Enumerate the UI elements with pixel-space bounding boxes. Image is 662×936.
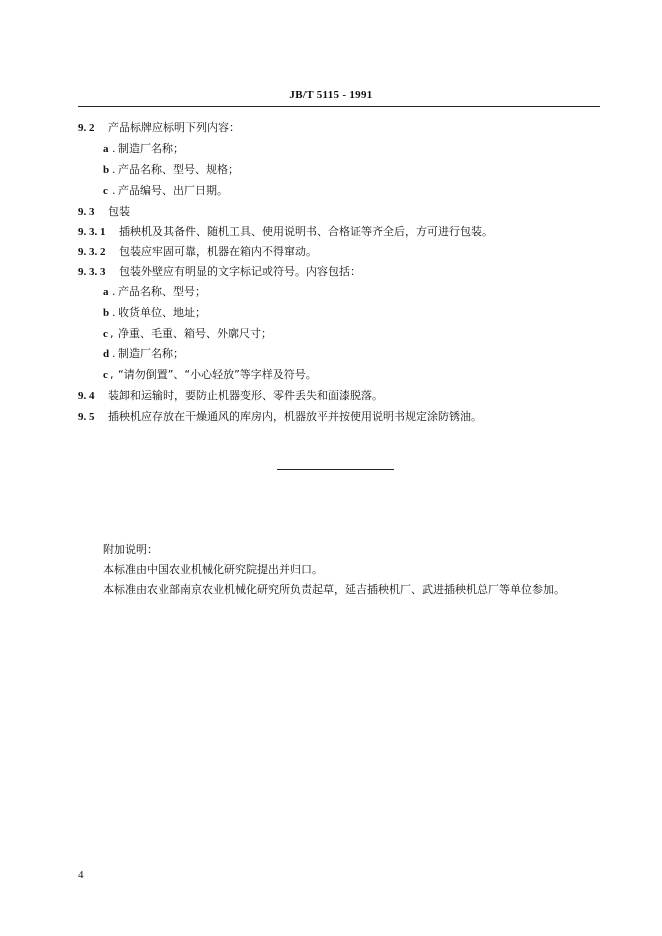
list-text: 净重、毛重、箱号、外廓尺寸； xyxy=(118,327,272,340)
page-number: 4 xyxy=(78,869,84,881)
section-text: 插秧机及其备件、随机工具、使用说明书、合格证等齐全后，方可进行包装。 xyxy=(119,225,493,238)
section-number: 9. 3. 1 xyxy=(78,226,106,238)
list-text: “请勿倒置”、“小心轻放”等字样及符号。 xyxy=(118,368,317,381)
list-letter: c xyxy=(103,185,108,197)
appendix-line: 本标准由中国农业机械化研究院提出并归口。 xyxy=(103,563,323,576)
section-number: 9. 4 xyxy=(78,390,95,402)
list-text: 收货单位、地址； xyxy=(118,306,206,319)
list-letter: a xyxy=(103,143,109,155)
section-text: 插秧机应存放在干燥通风的库房内，机器放平并按使用说明书规定涂防锈油。 xyxy=(108,410,482,423)
section-text: 包装外壁应有明显的文字标记或符号。内容包括： xyxy=(119,265,361,278)
list-letter: a xyxy=(103,286,109,298)
list-text: 制造厂名称； xyxy=(118,347,184,360)
end-of-text-rule xyxy=(277,469,394,470)
list-text: 产品编号、出厂日期。 xyxy=(118,184,228,197)
section-number: 9. 5 xyxy=(78,411,95,423)
section-number: 9. 3. 2 xyxy=(78,246,106,258)
section-number: 9. 3. 3 xyxy=(78,266,106,278)
list-letter: b xyxy=(103,164,110,176)
list-text: 产品名称、型号、规格； xyxy=(118,163,239,176)
section-text: 装卸和运输时，要防止机器变形、零件丢失和面漆脱落。 xyxy=(108,389,383,402)
document-header: JB/T 5115 - 1991 xyxy=(289,89,373,101)
section-text: 产品标牌应标明下列内容： xyxy=(108,121,240,134)
section-number: 9. 3 xyxy=(78,206,95,218)
list-letter: c xyxy=(103,328,108,340)
list-letter: b xyxy=(103,307,110,319)
header-rule xyxy=(78,106,600,107)
list-letter: d xyxy=(103,348,110,360)
list-letter: c xyxy=(103,369,108,381)
appendix-title: 附加说明： xyxy=(103,543,158,556)
appendix-line: 本标准由农业部南京农业机械化研究所负责起草，延吉插秧机厂、武进插秧机总厂等单位参加。 xyxy=(103,583,565,596)
section-text: 包装 xyxy=(108,205,130,218)
section-number: 9. 2 xyxy=(78,122,95,134)
list-text: 产品名称、型号； xyxy=(118,285,206,298)
list-text: 制造厂名称； xyxy=(118,142,184,155)
section-text: 包装应牢固可靠，机器在箱内不得窜动。 xyxy=(119,245,317,258)
